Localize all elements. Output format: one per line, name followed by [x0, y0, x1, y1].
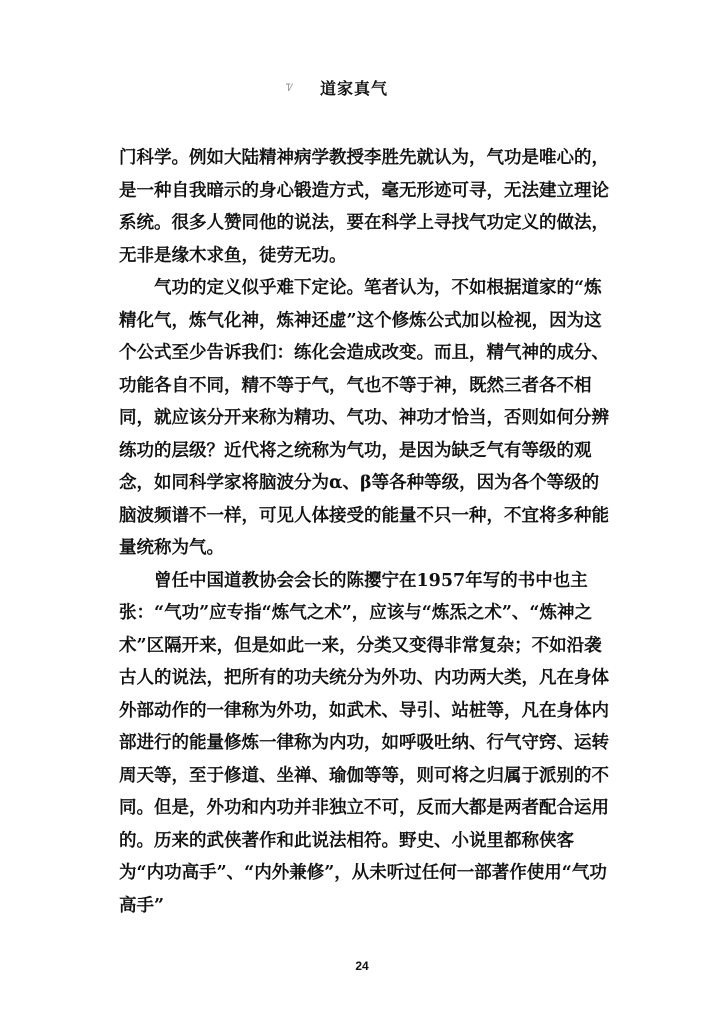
- paragraph-qigong-definition: 气功的定义似乎难下定论。笔者认为，不如根据道家的“炼精化气，炼气化神，炼神还虚”这个修炼公式加以检视，因为这个公式至少告诉我们：练化会造成改变。而且，精气神的成分、功能各自不同，精不等于气，气也不等于神，既然三者各不相同，就应该分开来称为精功、气功、神功才恰当，否则如何分辨练功的层级？近代将之统称为气功，是因为缺乏气有等级的观念，如同科学家将脑波分为α、β等各种等级，因为各个等级的脑波频谱不一样，可见人体接受的能量不只一种，不宜将多种能量统称为气。: [119, 278, 609, 558]
- header-ornament-icon: Ꮴ: [286, 83, 294, 94]
- paragraph-chen-yingning: 曾任中国道教协会会长的陈撄宁在1957年写的书中也主张：“气功”应专指“炼气之术”，应该与“炼炁之术”、“炼神之术”区隔开来，但是如此一来，分类又变得非常复杂；不如沿袭古人的说法，把所有的功夫统分为外功、内功两大类，凡在身体外部动作的一律称为外功，如武术、导引、站桩等，凡在身体内部进行的能量修炼一律称为内功，如呼吸吐纳、行气守窍、运转周天等，至于修道、坐禅、瑜伽等等，则可将之归属于派别的不同。但是，外功和内功并非独立不可，反而大都是两者配合运用的。历来的武侠著作和此说法相符。野史、小说里都称侠客为“内功高手”、“内外兼修”，从未听过任何一部著作使用“气功高手”: [119, 570, 609, 916]
- main-text-block: [119, 142, 615, 922]
- paragraph-continuation: 门科学。例如大陆精神病学教授李胜先就认为，气功是唯心的，是一种自我暗示的身心锻造方式，毫无形迹可寻，无法建立理论系统。很多人赞同他的说法，要在科学上寻找气功定义的做法，无非是缘木求鱼，徒劳无功。: [119, 148, 609, 266]
- running-header-title: 道家真气: [320, 79, 389, 98]
- page-number: 24: [355, 959, 369, 973]
